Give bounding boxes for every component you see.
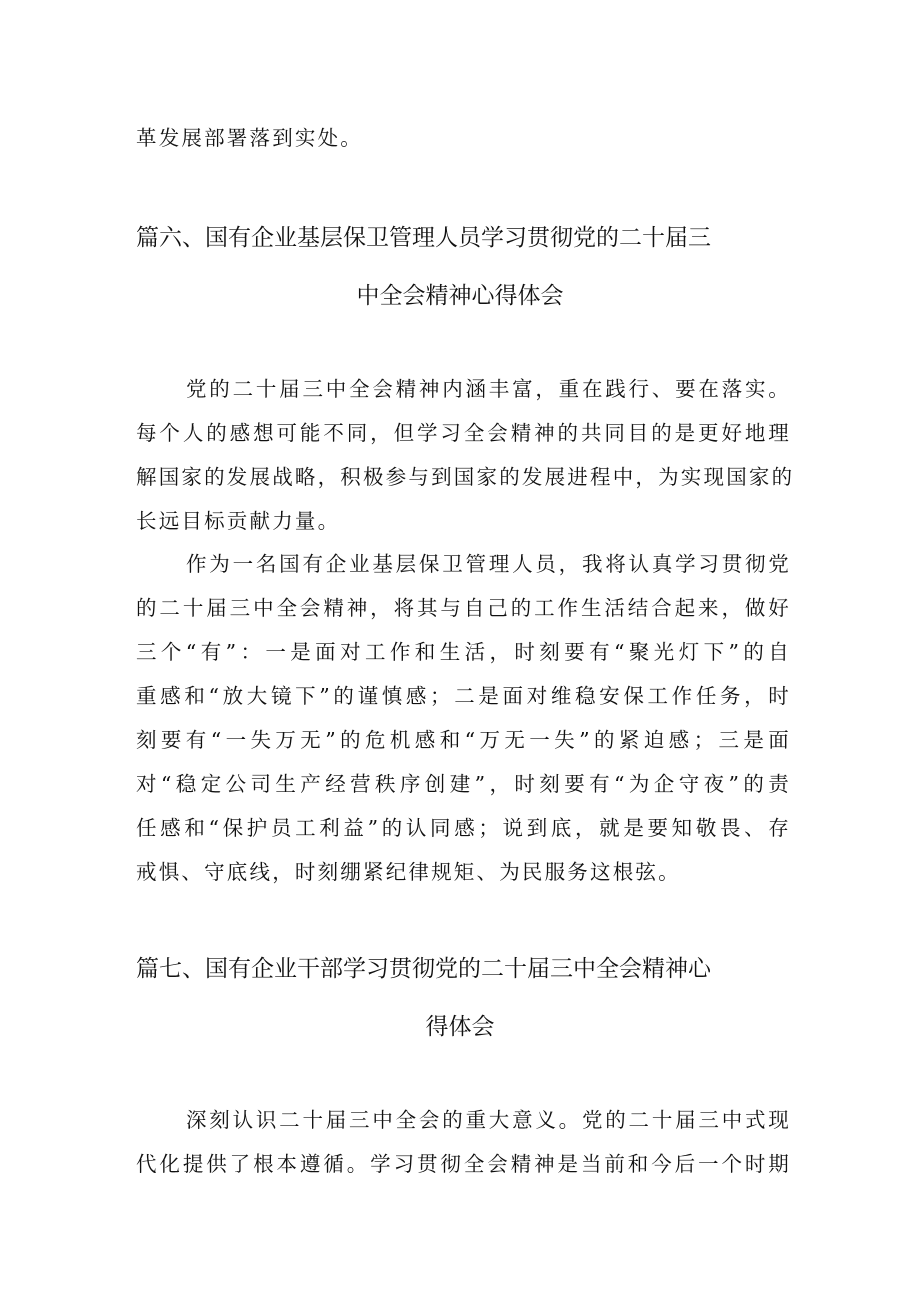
section-six-title-line-2: 中全会精神心得体会 xyxy=(356,283,564,309)
paragraph-line: 每个人的感想可能不同，但学习全会精神的共同目的是更好地理 xyxy=(136,421,791,445)
paragraph-line: 刻要有“一失万无”的危机感和“万无一失”的紧迫感；三是面 xyxy=(136,728,791,752)
paragraph-line: 党的二十届三中全会精神内涵丰富，重在践行、要在落实。 xyxy=(186,377,791,401)
paragraph-line: 作为一名国有企业基层保卫管理人员，我将认真学习贯彻党 xyxy=(186,552,791,576)
paragraph-line: 戒惧、守底线，时刻绷紧纪律规矩、为民服务这根弦。 xyxy=(136,860,681,884)
paragraph-line: 三个“有”：一是面对工作和生活，时刻要有“聚光灯下”的自 xyxy=(136,640,791,664)
paragraph-line: 革发展部署落到实处。 xyxy=(136,126,363,150)
paragraph-line: 解国家的发展战略，积极参与到国家的发展进程中，为实现国家的 xyxy=(136,465,795,489)
section-seven-title-line-2: 得体会 xyxy=(425,1014,495,1040)
paragraph-line: 深刻认识二十届三中全会的重大意义。党的二十届三中式现 xyxy=(186,1108,791,1132)
paragraph-line: 的二十届三中全会精神，将其与自己的工作生活结合起来，做好 xyxy=(136,596,791,620)
paragraph-line: 任感和“保护员工利益”的认同感；说到底，就是要知敬畏、存 xyxy=(136,816,791,840)
paragraph-line: 对“稳定公司生产经营秩序创建”，时刻要有“为企守夜”的责 xyxy=(136,772,791,796)
section-six-title-line-1: 篇六、国有企业基层保卫管理人员学习贯彻党的二十届三 xyxy=(136,225,711,251)
paragraph-line: 代化提供了根本遵循。学习贯彻全会精神是当前和今后一个时期 xyxy=(136,1152,791,1176)
paragraph-line: 长远目标贡献力量。 xyxy=(136,509,341,533)
paragraph-line: 重感和“放大镜下”的谨慎感；二是面对维稳安保工作任务，时 xyxy=(136,684,791,708)
section-seven-title-line-1: 篇七、国有企业干部学习贯彻党的二十届三中全会精神心 xyxy=(136,956,711,982)
